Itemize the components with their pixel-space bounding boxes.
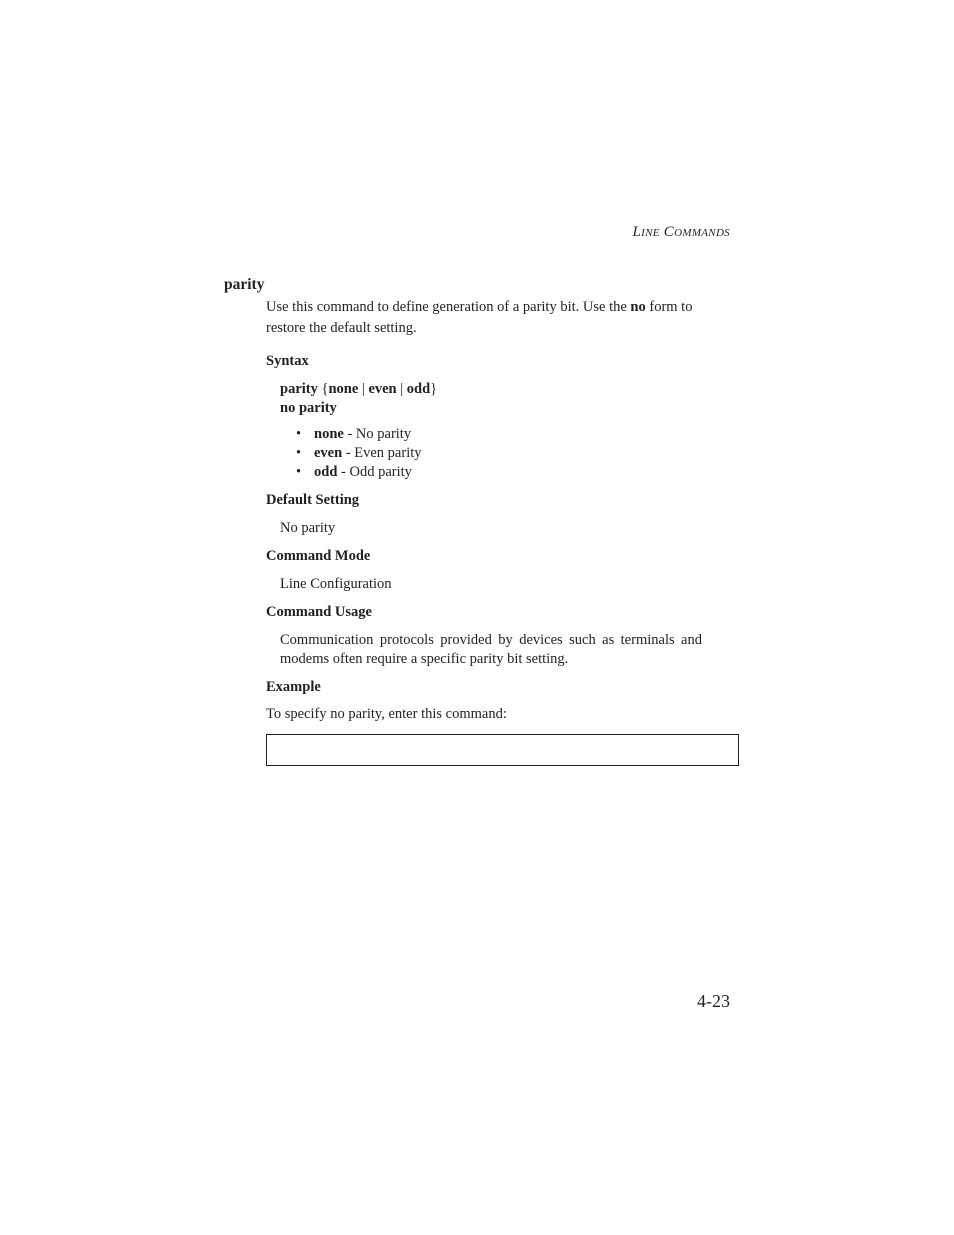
- command-usage-line-2: modems often require a specific parity bit setting.: [280, 651, 569, 667]
- option-keyword: none: [314, 426, 344, 442]
- command-usage-text: [280, 631, 702, 669]
- list-item: [296, 464, 412, 481]
- command-mode-value: Line Configuration: [280, 576, 392, 592]
- syntax-option-odd: odd: [406, 381, 431, 397]
- option-keyword: even: [314, 445, 343, 461]
- syntax-brace-close: }: [430, 381, 438, 397]
- description-prefix: Use this command to define generation of a parity bit. Use the: [266, 299, 631, 315]
- option-description: - Odd parity: [337, 464, 412, 480]
- syntax-line-1: [280, 381, 437, 398]
- syntax-brace-open: {: [317, 381, 329, 397]
- description-line2: restore the default setting.: [266, 320, 417, 336]
- bullet-icon: •: [296, 464, 302, 480]
- syntax-option-even: even: [368, 381, 397, 397]
- command-usage-heading: Command Usage: [266, 604, 372, 620]
- list-item: [296, 445, 422, 462]
- running-header: Line Commands: [632, 224, 730, 240]
- syntax-separator: |: [358, 381, 369, 397]
- example-heading: Example: [266, 679, 321, 695]
- option-keyword: odd: [314, 464, 338, 480]
- page-number: 4-23: [697, 991, 730, 1011]
- command-title: parity: [224, 276, 265, 293]
- bullet-icon: •: [296, 426, 302, 442]
- option-description: - Even parity: [342, 445, 422, 461]
- syntax-option-none: none: [328, 381, 359, 397]
- example-intro: To specify no parity, enter this command:: [266, 706, 507, 722]
- command-mode-heading: Command Mode: [266, 548, 371, 564]
- description-suffix: form to: [645, 299, 693, 315]
- bullet-icon: •: [296, 445, 302, 461]
- default-setting-value: No parity: [280, 520, 336, 536]
- syntax-line-2: no parity: [280, 400, 337, 416]
- option-description: - No parity: [343, 426, 412, 442]
- syntax-separator: |: [396, 381, 407, 397]
- syntax-command: parity: [280, 381, 318, 397]
- syntax-heading: Syntax: [266, 353, 309, 369]
- example-code-box: [266, 734, 739, 766]
- description-no-keyword: no: [630, 299, 646, 315]
- command-description: [266, 297, 692, 339]
- default-setting-heading: Default Setting: [266, 492, 360, 508]
- command-usage-line-1: Communication protocols provided by devices such as terminals and: [280, 632, 702, 648]
- list-item: [296, 426, 411, 443]
